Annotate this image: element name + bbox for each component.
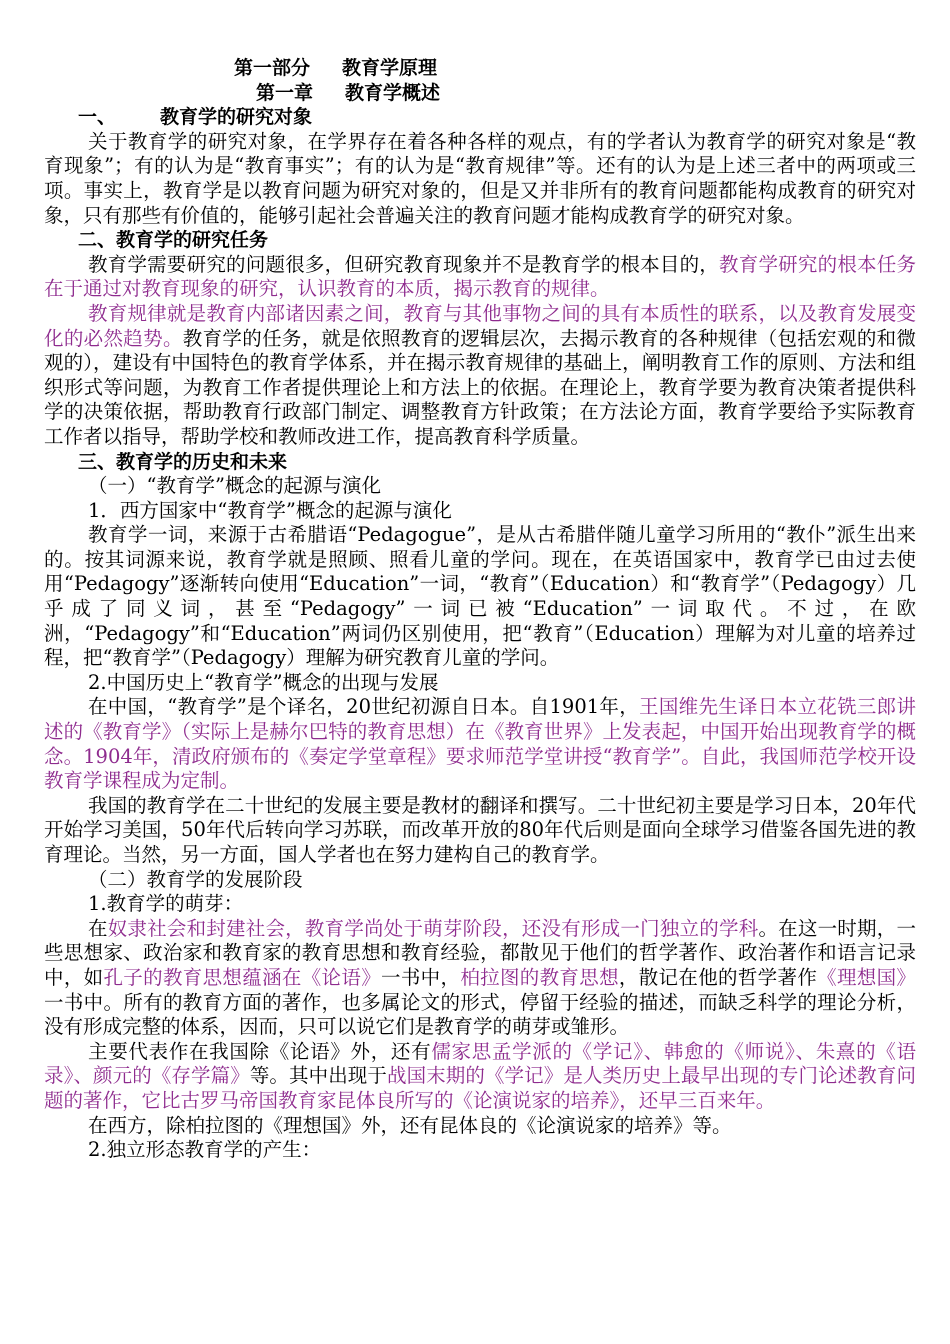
subheading: 2.独立形态教育学的产生： [88,1138,322,1162]
paragraph: 教育学需要研究的问题很多，但研究教育现象并不是教育学的根本目的，教育学研究的根本任务在于通过对教育现象的研究，认识教育的本质，揭示教育的规律。 [44,252,916,301]
paragraph: 关于教育学的研究对象，在学界存在着各种各样的观点，有的学者认为教育学的研究对象是“教育现象”；有的认为是“教育事实”；有的认为是“教育规律”等。还有的认为是上述三者中的两项或三项。事实上，教育学是以教育问题为研究对象的，但是又并非所有的教育问题都能构成教育的研究对象，只有那些有价值的，能够引起社会普遍关注的教育问题才能构成教育学的研究对象。 [44,129,916,227]
paragraph: 在奴隶社会和封建社会，教育学尚处于萌芽阶段，还没有形成一门独立的学科。在这一时期，一些思想家、政治家和教育家的教育思想和教育经验，都散见于他们的哲学著作、政治著作和语言记录中，如孔子的教育思想蕴涵在《论语》一书中，柏拉图的教育思想，散记在他的哲学著作《理想国》一书中。所有的教育方面的著作，也多属论文的形式，停留于经验的描述，而缺乏科学的理论分析，没有形成完整的体系，因而，只可以说它们是教育学的萌芽或雏形。 [44,916,916,1039]
subheading: 1．西方国家中“教育学”概念的起源与演化 [88,498,452,522]
paragraph: 在中国，“教育学”是个译名，20世纪初源自日本。自1901年，王国维先生译日本立花铣三郎讲述的《教育学》（实际上是赫尔巴特的教育思想）在《教育世界》上发表起，中国开始出现教育学的概念。1904年，清政府颁布的《奏定学堂章程》要求师范学堂讲授“教育学”。自此，我国师范学校开设教育学课程成为定制。 [44,695,916,793]
subheading: （二）教育学的发展阶段 [88,867,303,891]
section-2-heading: 二、教育学的研究任务 [78,229,269,252]
paragraph: 在西方，除柏拉图的《理想国》外，还有昆体良的《论演说家的培养》等。 [88,1113,732,1137]
section-1-heading: 一、 教育学的研究对象 [78,106,313,129]
paragraph: 教育学一词，来源于古希腊语“Pedagogue”，是从古希腊伴随儿童学习所用的“教仆”派生出来的。按其词源来说，教育学就是照顾、照看儿童的学问。现在，在英语国家中，教育学已由过去使用“Pedagogy”逐渐转向使用“Education”一词，“教育”（Education）和“教育学”（Pedagogy）几乎成了同义词，甚至“Pedagogy”一词已被“Education”一词取代。不过，在欧洲，“Pedagogy”和“Education”两词仍区别使用，把“教育”（Education）理解为对儿童的培养过程，把“教育学”（Pedagogy）理解为研究教育儿童的学问。 [44,523,916,670]
part-title: 第一部分 教育学原理 [234,57,438,79]
subheading: 1.教育学的萌芽： [88,892,244,916]
document-page [44,56,916,1163]
paragraph: 教育规律就是教育内部诸因素之间，教育与其他事物之间的具有本质性的联系，以及教育发展变化的必然趋势。教育学的任务，就是依照教育的逻辑层次，去揭示教育的各种规律（包括宏观的和微观的），建设有中国特色的教育学体系，并在揭示教育规律的基础上，阐明教育工作的原则、方法和组织形式等问题，为教育工作者提供理论上和方法上的依据。在理论上，教育学要为教育决策者提供科学的决策依据，帮助教育行政部门制定、调整教育方针政策；在方法论方面，教育学要给予实际教育工作者以指导，帮助学校和教师改进工作，提高教育科学质量。 [44,301,916,448]
section-3-heading: 三、教育学的历史和未来 [78,450,288,473]
paragraph: 我国的教育学在二十世纪的发展主要是教材的翻译和撰写。二十世纪初主要是学习日本，20年代开始学习美国，50年代后转向学习苏联，而改革开放的80年代后则是面向全球学习借鉴各国先进的教育理论。当然，另一方面，国人学者也在努力建构自己的教育学。 [44,793,916,866]
chapter-title: 第一章 教育学概述 [256,81,441,104]
subheading: （一）“教育学”概念的起源与演化 [88,474,381,498]
subheading: 2.中国历史上“教育学”概念的出现与发展 [88,670,439,694]
paragraph: 主要代表作在我国除《论语》外，还有儒家思孟学派的《学记》、韩愈的《师说》、朱熹的《语录》、颜元的《存学篇》等。其中出现于战国末期的《学记》是人类历史上最早出现的专门论述教育问题的著作，它比古罗马帝国教育家昆体良所写的《论演说家的培养》，还早三百来年。 [44,1039,916,1112]
